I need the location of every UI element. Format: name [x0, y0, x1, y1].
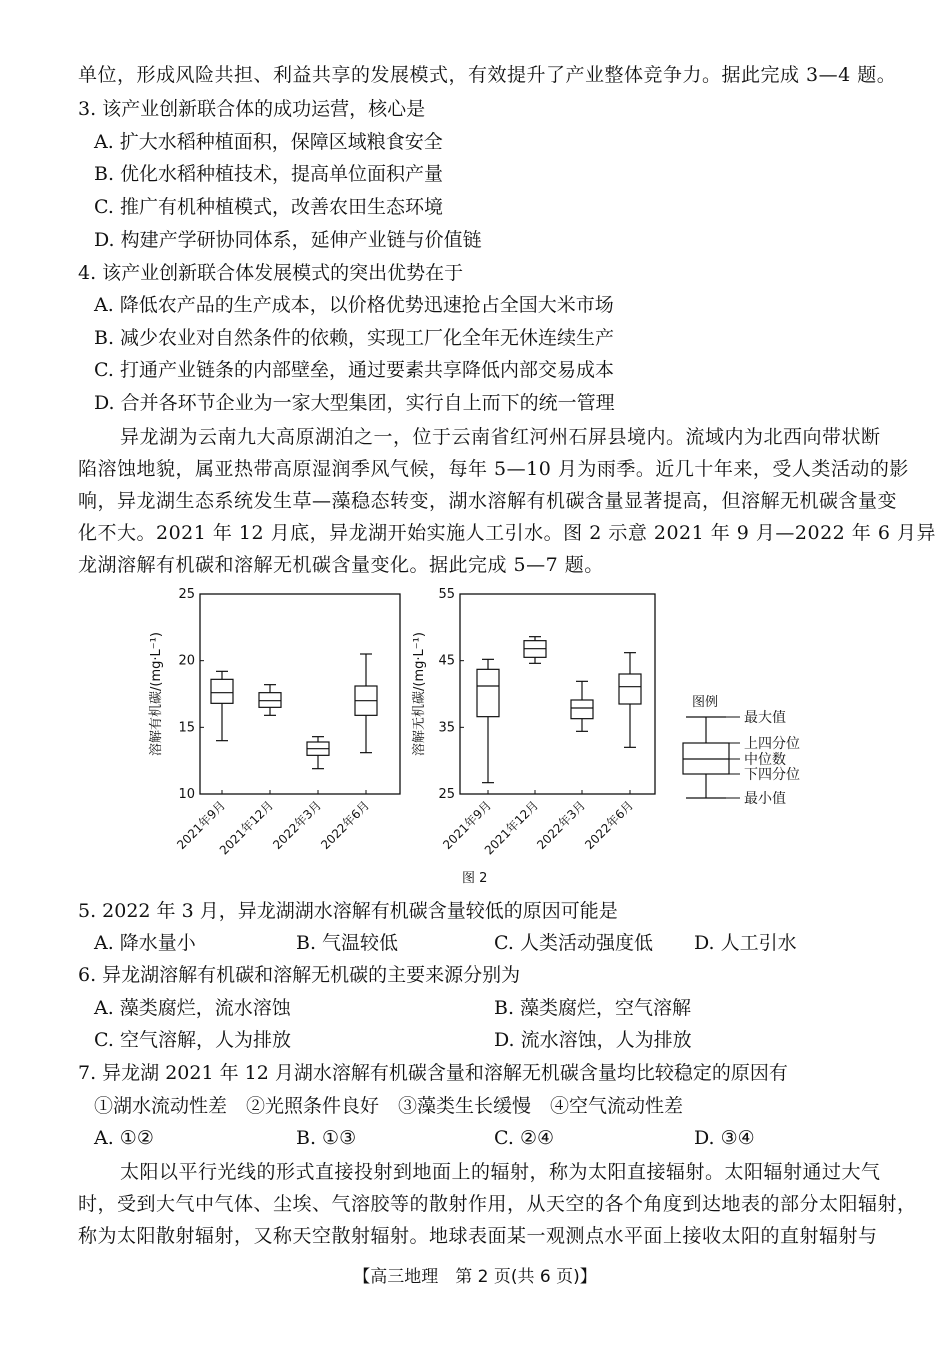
y-tick-label: 25 [178, 587, 195, 602]
x-tick-label: 2022年3月 [534, 798, 589, 853]
box-4 [619, 653, 641, 748]
q6-option-a: A. 藻类腐烂，流水溶蚀 [94, 997, 291, 1019]
box-2 [524, 637, 546, 664]
q4-option-d: D. 合并各环节企业为一家大型集团，实行自上而下的统一管理 [94, 392, 615, 414]
question-7-stem: 7. 异龙湖 2021 年 12 月湖水溶解有机碳含量和溶解无机碳含量均比较稳定的原因有 [78, 1062, 788, 1084]
q3-option-a: A. 扩大水稻种植面积，保障区域粮食安全 [94, 131, 443, 153]
legend-label-max: 最大值 [744, 710, 786, 726]
q7-option-d: D. ③④ [694, 1127, 755, 1149]
page-footer: 【高三地理 第 2 页(共 6 页)】 [353, 1267, 597, 1287]
box-1 [477, 659, 499, 782]
passage3-line-3: 称为太阳散射辐射，又称天空散射辐射。地球表面某一观测点水平面上接收太阳的直射辐射与 [78, 1225, 878, 1247]
question-3-stem: 3. 该产业创新联合体的成功运营，核心是 [78, 98, 426, 120]
passage2-line-5: 龙湖溶解有机碳和溶解无机碳含量变化。据此完成 5—7 题。 [78, 554, 604, 576]
question-5-stem: 5. 2022 年 3 月，异龙湖湖水溶解有机碳含量较低的原因可能是 [78, 900, 618, 922]
iqr-box [259, 693, 281, 708]
x-tick-label: 2021年9月 [440, 798, 495, 853]
iqr-box [571, 700, 593, 719]
q4-option-b: B. 减少农业对自然条件的依赖，实现工厂化全年无休连续生产 [94, 327, 615, 349]
question-4-stem: 4. 该产业创新联合体发展模式的突出优势在于 [78, 262, 464, 284]
x-tick-label: 2021年12月 [216, 798, 277, 858]
boxplot-panel-2 [411, 587, 655, 857]
x-tick-label: 2022年6月 [318, 798, 373, 853]
q3-option-c: C. 推广有机种植模式，改善农田生态环境 [94, 196, 443, 218]
iqr-box [211, 679, 233, 703]
passage-tail: 单位，形成风险共担、利益共享的发展模式，有效提升了产业整体竞争力。据此完成 3—4 题。 [78, 64, 897, 86]
y-tick-label: 25 [438, 787, 455, 802]
box-3 [307, 737, 329, 769]
legend-label-q1: 下四分位 [744, 767, 800, 783]
x-tick-label: 2021年12月 [481, 798, 542, 858]
q3-option-d: D. 构建产学研协同体系，延伸产业链与价值链 [94, 229, 482, 251]
q5-option-c: C. 人类活动强度低 [494, 932, 653, 954]
x-tick-label: 2022年3月 [270, 798, 325, 853]
figure-caption: 图 2 [462, 871, 488, 886]
legend-label-median: 中位数 [744, 752, 786, 768]
box-3 [571, 681, 593, 731]
q6-option-b: B. 藻类腐烂，空气溶解 [494, 997, 692, 1019]
box-2 [259, 685, 281, 716]
legend-label-q3: 上四分位 [744, 736, 800, 752]
y-tick-label: 55 [438, 587, 455, 602]
q5-option-b: B. 气温较低 [296, 932, 399, 954]
y-axis-label: 溶解有机碳/(mg·L⁻¹) [149, 632, 164, 756]
passage2-line-2: 陷溶蚀地貌，属亚热带高原湿润季风气候，每年 5—10 月为雨季。近几十年来，受人类活动的影 [78, 458, 909, 480]
q7-items: ①湖水流动性差 ②光照条件良好 ③藻类生长缓慢 ④空气流动性差 [94, 1095, 684, 1117]
legend-title: 图例 [691, 695, 719, 710]
y-tick-label: 20 [178, 653, 195, 669]
passage2-line-1: 异龙湖为云南九大高原湖泊之一，位于云南省红河州石屏县境内。流域内为北西向带状断 [120, 426, 881, 448]
q3-option-b: B. 优化水稻种植技术，提高单位面积产量 [94, 163, 444, 185]
x-tick-label: 2021年9月 [174, 798, 229, 853]
q7-option-c: C. ②④ [494, 1127, 555, 1149]
q4-option-c: C. 打通产业链条的内部壁垒，通过要素共享降低内部交易成本 [94, 359, 614, 381]
box-1 [211, 671, 233, 740]
q7-option-a: A. ①② [94, 1127, 154, 1149]
passage3-line-2: 时，受到大气中气体、尘埃、气溶胶等的散射作用，从天空的各个角度到达地表的部分太阳辐射， [78, 1193, 917, 1215]
iqr-box [477, 669, 499, 716]
legend-label-min: 最小值 [744, 791, 786, 807]
q4-option-a: A. 降低农产品的生产成本，以价格优势迅速抢占全国大米市场 [94, 294, 614, 316]
x-tick-label: 2022年6月 [582, 798, 637, 853]
y-tick-label: 35 [438, 720, 455, 736]
figure-2 [0, 580, 950, 890]
passage2-line-4: 化不大。2021 年 12 月底，异龙湖开始实施人工引水。图 2 示意 2021 年 9 月—2022 年 6 月异 [78, 522, 936, 544]
chart-legend [683, 695, 800, 807]
q6-option-c: C. 空气溶解，人为排放 [94, 1029, 291, 1051]
passage2-line-3: 响，异龙湖生态系统发生草—藻稳态转变，湖水溶解有机碳含量显著提高，但溶解无机碳含量变 [78, 490, 898, 512]
y-tick-label: 15 [178, 720, 195, 736]
box-4 [355, 654, 377, 753]
passage3-line-1: 太阳以平行光线的形式直接投射到地面上的辐射，称为太阳直接辐射。太阳辐射通过大气 [120, 1161, 881, 1183]
y-tick-label: 10 [178, 787, 195, 802]
y-tick-label: 45 [438, 653, 455, 669]
q6-option-d: D. 流水溶蚀，人为排放 [494, 1029, 692, 1051]
q7-option-b: B. ①③ [296, 1127, 357, 1149]
question-6-stem: 6. 异龙湖溶解有机碳和溶解无机碳的主要来源分别为 [78, 964, 521, 986]
iqr-box [619, 674, 641, 704]
q5-option-d: D. 人工引水 [694, 932, 797, 954]
y-axis-label: 溶解无机碳/(mg·L⁻¹) [412, 632, 427, 756]
boxplot-panel-1 [148, 587, 400, 857]
q5-option-a: A. 降水量小 [94, 932, 196, 954]
